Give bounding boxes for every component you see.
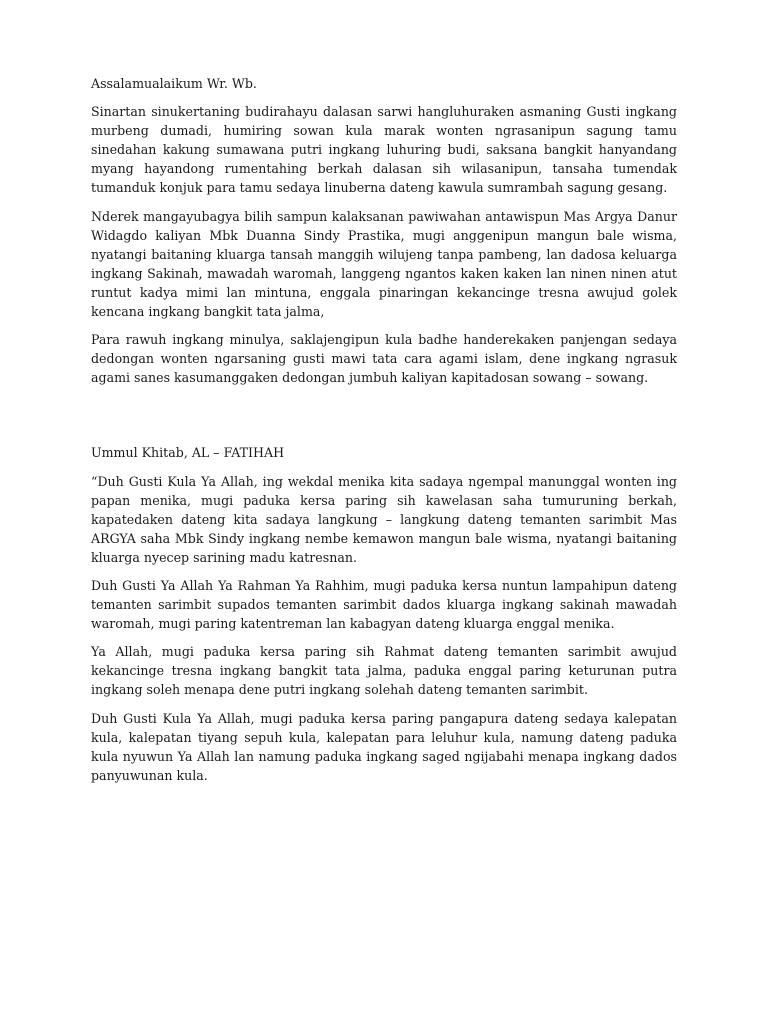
prayer-paragraph-2: Duh Gusti Ya Allah Ya Rahman Ya Rahhim, mugi paduka kersa nuntun lampahipun dateng temanten sarimbit supados temanten sarimbit dados kluarga ingkang sakinah mawadah waromah, mugi paring katentreman lan kabagyan dateng kluarga enggal menika. (91, 577, 677, 632)
prayer-paragraph-3: Ya Allah, mugi paduka kersa paring sih Rahmat dateng temanten sarimbit awujud kekancinge tresna ingkang bangkit tata jalma, paduka enggal paring keturunan putra ingkang soleh menapa dene putri ingkang solehah dateng temanten sarimbit. (91, 644, 677, 698)
paragraph-congratulation: Nderek mangayubagya bilih sampun kalaksanan pawiwahan antawispun Mas Argya Danur Widagdo kaliyan Mbk Duanna Sindy Prastika, mugi anggenipun mangun bale wisma, nyatangi baitaning kluarga tansah manggih wilujeng tanpa pambeng, lan dadosa keluarga ingkang Sakinah, mawadah waromah, langgeng ngantos kaken kaken lan ninen ninen atut runtut kadya mimi lan mintuna, enggala pinaringan kekancinge tresna awujud golek kencana ingkang bangkit tata jalma, (91, 208, 677, 320)
prayer-paragraph-4: Duh Gusti Kula Ya Allah, mugi paduka kersa paring pangapura dateng sedaya kalepatan kula, kalepatan tiyang sepuh kula, kalepatan para leluhur kula, namung dateng paduka kula nyuwun Ya Allah lan namung paduka ingkang saged ngijabahi menapa ingkang dados panyuwunan kula. (91, 710, 677, 783)
paragraph-opening: Sinartan sinukertaning budirahayu dalasan sarwi hangluhuraken asmaning Gusti ingkang murbeng dumadi, humiring sowan kula marak wonten ngrasanipun sagung tamu sinedahan kakung sumawana putri ingkang luhuring budi, saksana bangkit hanyandang myang hayandong rumentahing berkah dalasan sih wilasanipun, tansaha tumendak tumanduk konjuk para tamu sedaya linuberna dateng kawula sumrambah sagung gesang. (91, 104, 677, 196)
section-gap (91, 396, 677, 443)
prayer-paragraph-1: “Duh Gusti Kula Ya Allah, ing wekdal menika kita sadaya ngempal manunggal wonten ing papan menika, mugi paduka kersa paring sih kawelasan saha tumuruning berkah, kapatedaken dateng kita sadaya langkung – langkung dateng temanten sarimbit Mas ARGYA saha Mbk Sindy ingkang nembe kemawon mangun bale wisma, nyatangi baitaning kluarga nyecep sarining madu katresnan. (91, 473, 677, 565)
paragraph-invitation: Para rawuh ingkang minulya, saklajengipun kula badhe handerekaken panjengan sedaya dedongan wonten ngarsaning gusti mawi tata cara agami islam, dene ingkang ngrasuk agami sanes kasumanggaken dedongan jumbuh kaliyan kapitadosan sowang – sowang. (91, 332, 677, 386)
prayer-heading: Ummul Khitab, AL – FATIHAH (91, 445, 285, 461)
document-page (91, 74, 677, 794)
greeting: Assalamualaikum Wr. Wb. (91, 76, 257, 91)
